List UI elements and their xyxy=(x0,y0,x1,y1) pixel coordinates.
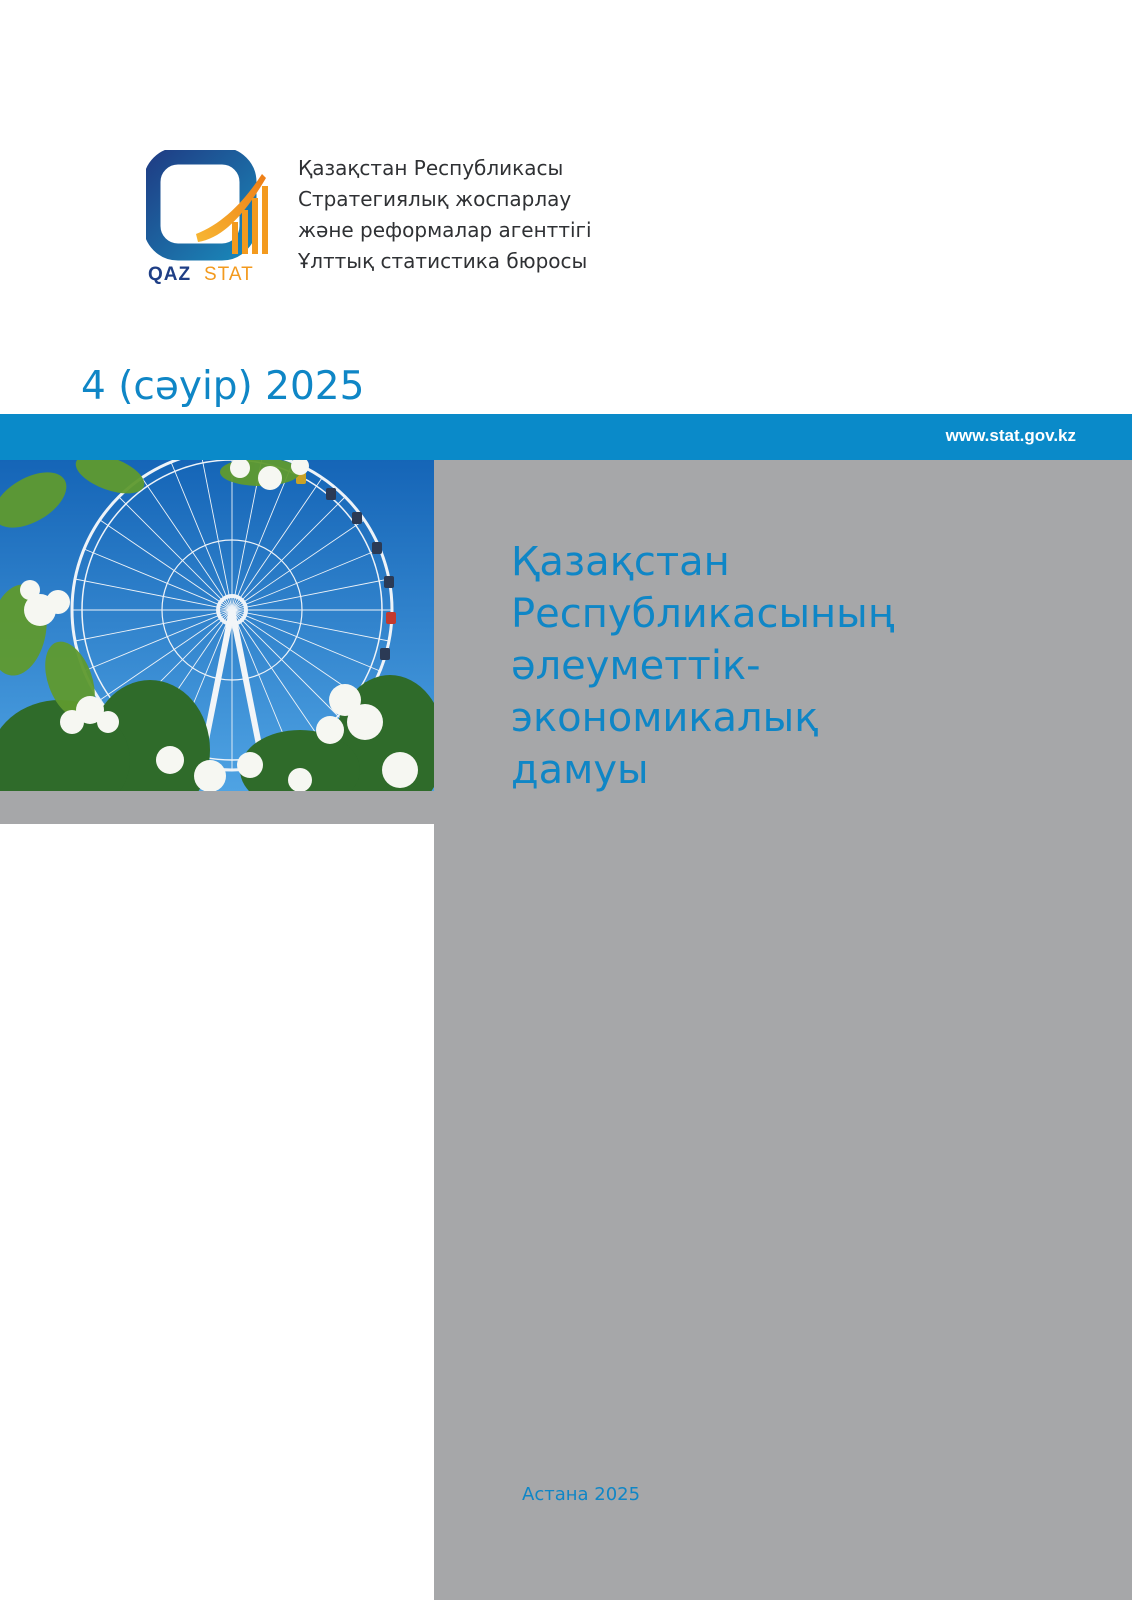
title-line-3: әлеуметтік- xyxy=(511,643,761,689)
logo-wordmark-qaz: QAZ xyxy=(148,264,192,285)
footer-city-year: Астана 2025 xyxy=(522,1484,641,1505)
title-line-1: Қазақстан xyxy=(511,539,730,585)
agency-name xyxy=(298,153,658,277)
ferris-wheel-photo xyxy=(0,460,434,791)
cover-photo xyxy=(0,460,434,791)
qazstat-logo xyxy=(146,150,270,286)
issue-label: 4 (сәуір) 2025 xyxy=(81,364,365,409)
title-line-2: Республикасының xyxy=(511,591,895,637)
agency-line-3: және реформалар агенттігі xyxy=(298,218,592,242)
agency-line-4: Ұлттық статистика бюросы xyxy=(298,249,588,273)
website-link[interactable]: www.stat.gov.kz xyxy=(945,426,1076,445)
title-line-5: дамуы xyxy=(511,747,649,793)
report-title xyxy=(511,536,1111,796)
qazstat-logo-icon xyxy=(146,150,270,286)
logo-wordmark-stat: STAT xyxy=(204,264,254,285)
agency-line-2: Стратегиялық жоспарлау xyxy=(298,187,572,211)
blue-banner xyxy=(0,414,1132,460)
gray-strip xyxy=(0,791,434,824)
title-line-4: экономикалық xyxy=(511,695,819,741)
agency-line-1: Қазақстан Республикасы xyxy=(298,156,564,180)
